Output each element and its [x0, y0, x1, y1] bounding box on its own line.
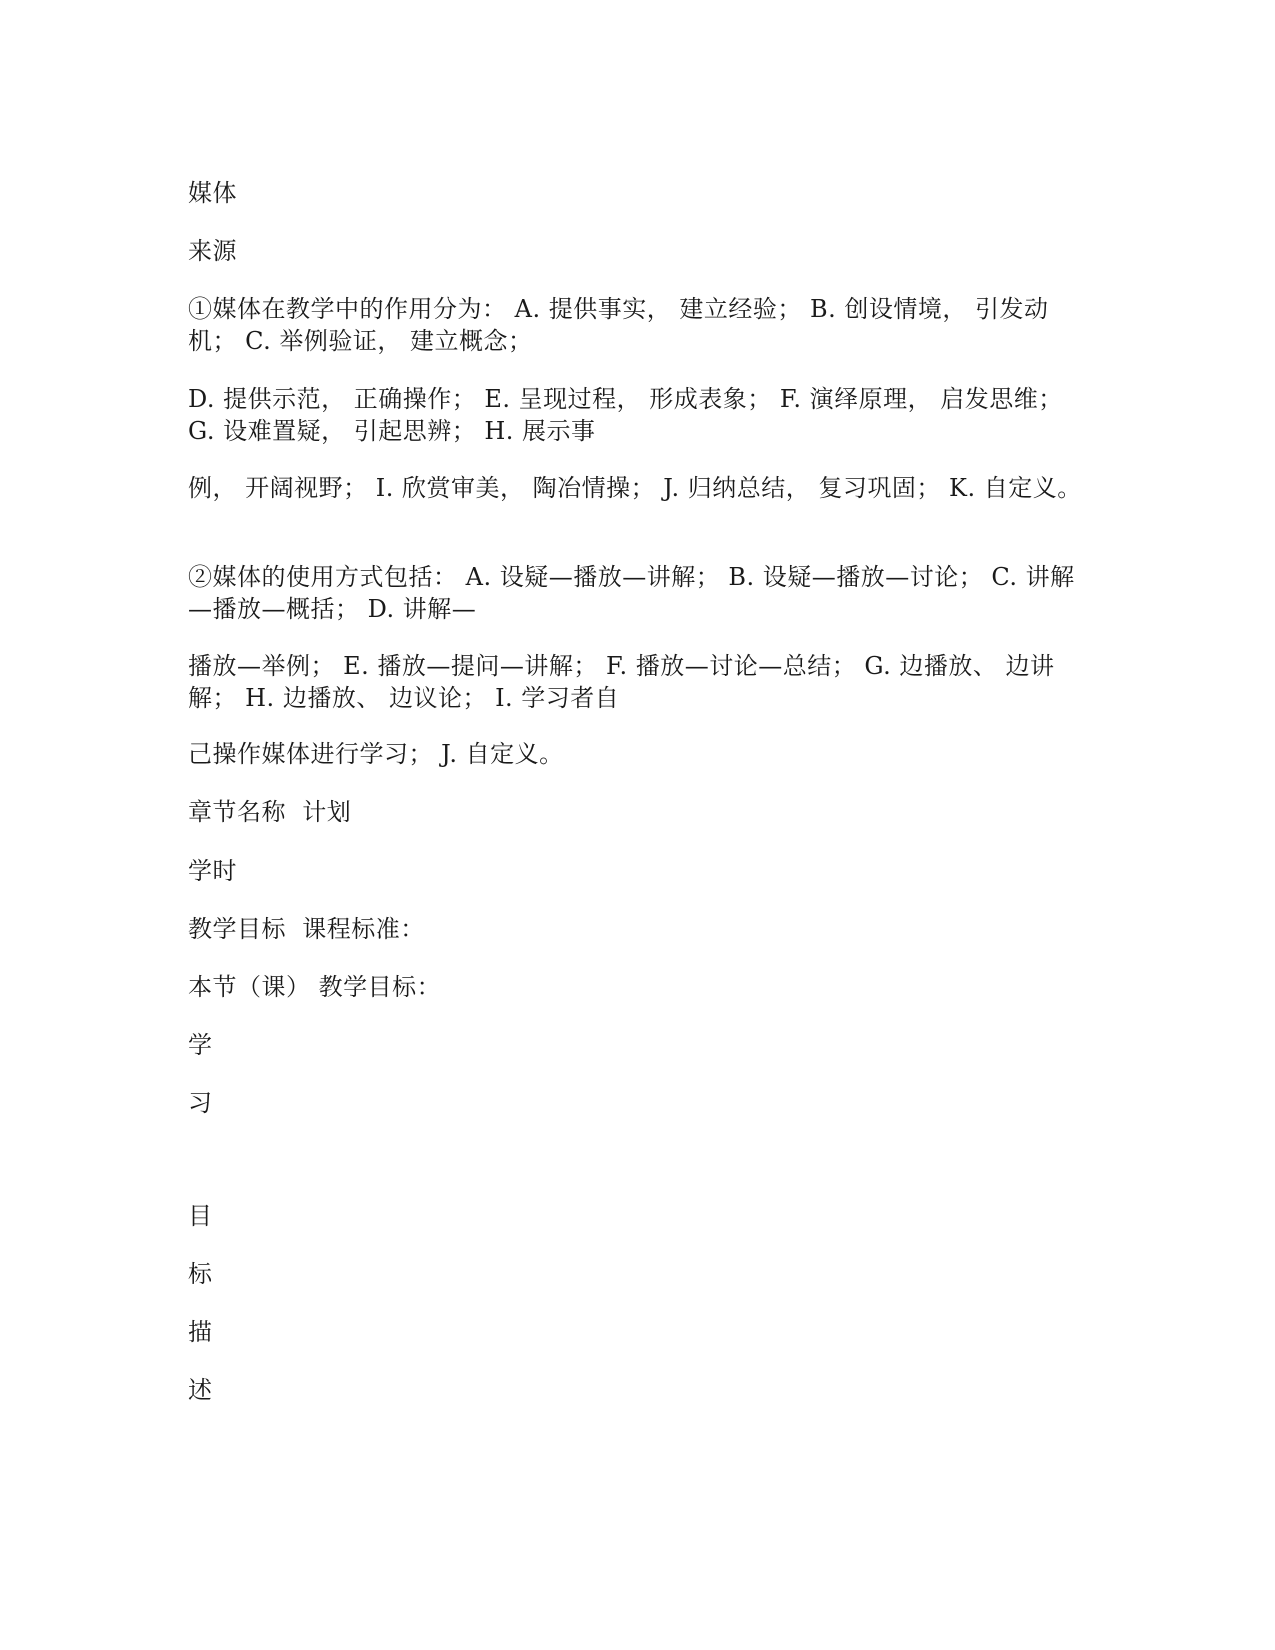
teaching-objective-line: 教学目标 课程标准：: [188, 915, 425, 943]
vertical-char-5: 描: [188, 1318, 213, 1346]
source-label: 来源: [188, 237, 237, 265]
media-label: 媒体: [188, 179, 237, 207]
class-hours-line: 学时: [188, 857, 237, 885]
chapter-name-line: 章节名称 计划: [188, 798, 352, 826]
vertical-char-4: 标: [188, 1260, 213, 1288]
media-usage-paragraph-2: 播放—举例； E. 播放—提问—讲解； F. 播放—讨论—总结； G. 边播放、 边讲解； H. 边播放、 边议论； I. 学习者自: [188, 652, 1055, 712]
media-role-paragraph-2: D. 提供示范， 正确操作； E. 呈现过程， 形成表象； F. 演绎原理， 启发思维； G. 设难置疑， 引起思辨； H. 展示事: [188, 385, 1063, 445]
media-usage-paragraph-1: ②媒体的使用方式包括： A. 设疑—播放—讲解； B. 设疑—播放—讨论； C. 讲解—播放—概括； D. 讲解—: [188, 563, 1075, 623]
media-usage-paragraph-3: 己操作媒体进行学习； J. 自定义。: [188, 740, 564, 768]
vertical-char-6: 述: [188, 1376, 213, 1404]
lesson-objective-line: 本节（课） 教学目标：: [188, 973, 442, 1001]
vertical-char-2: 习: [188, 1089, 213, 1117]
vertical-char-3: 目: [188, 1202, 213, 1230]
media-role-paragraph-3: 例， 开阔视野； I. 欣赏审美， 陶冶情操； J. 归纳总结， 复习巩固； K. 自定义。: [188, 474, 1082, 502]
media-role-paragraph-1: ①媒体在教学中的作用分为： A. 提供事实， 建立经验； B. 创设情境， 引发动机； C. 举例验证， 建立概念；: [188, 295, 1049, 355]
vertical-char-1: 学: [188, 1031, 213, 1059]
